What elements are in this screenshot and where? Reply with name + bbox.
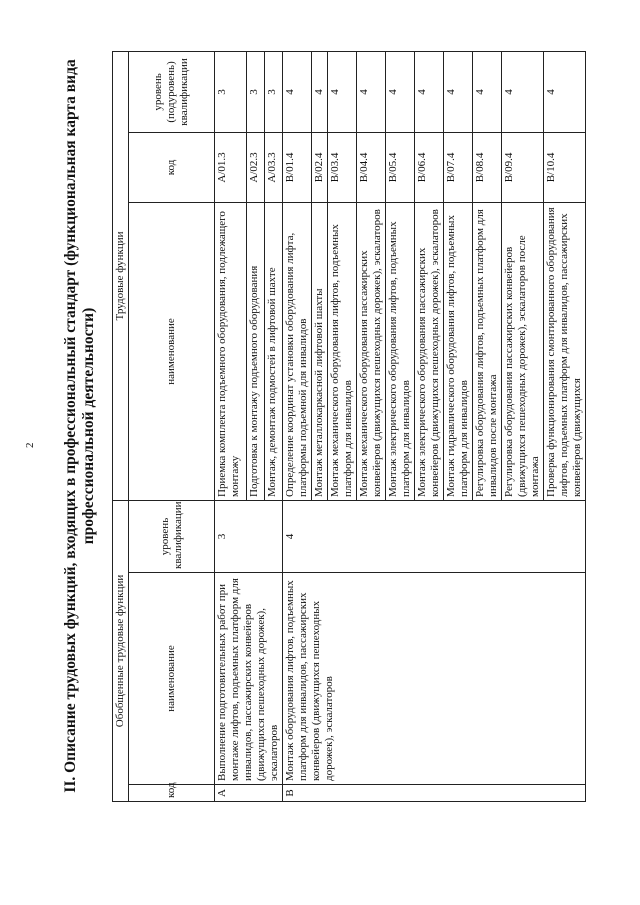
functions-table-body bbox=[215, 51, 586, 801]
column-header-function-name: наименование bbox=[129, 202, 215, 500]
column-header-name: наименование bbox=[129, 573, 215, 785]
column-header-function-code: код bbox=[129, 132, 215, 202]
function-level: 4 bbox=[544, 51, 586, 132]
group-level: 4 bbox=[283, 500, 586, 572]
group-code: A bbox=[215, 785, 283, 802]
function-code: B/03.4 bbox=[328, 132, 357, 202]
function-level: 3 bbox=[215, 51, 247, 132]
function-code: B/04.4 bbox=[357, 132, 386, 202]
column-header-sublevel: уровень (подуровень) квалификации bbox=[129, 51, 215, 132]
function-code: B/10.4 bbox=[544, 132, 586, 202]
function-level: 4 bbox=[328, 51, 357, 132]
function-level: 4 bbox=[386, 51, 415, 132]
function-level: 3 bbox=[247, 51, 265, 132]
function-code: B/01.4 bbox=[283, 132, 312, 202]
function-name: Определение координат установки оборудования лифта, платформы подъемной для инвалидов bbox=[283, 202, 312, 500]
section-heading-line-1: II. Описание трудовых функций, входящих в профессиональный стандарт (функциональная карта вида bbox=[62, 59, 79, 793]
function-name: Монтаж механического оборудования пассажирских конвейеров (движущихся пешеходных дорожек), эскалаторов bbox=[357, 202, 386, 500]
function-level: 4 bbox=[502, 51, 544, 132]
function-name: Подготовка к монтажу подъемного оборудования bbox=[247, 202, 265, 500]
function-code: A/02.3 bbox=[247, 132, 265, 202]
function-code: B/02.4 bbox=[312, 132, 328, 202]
function-name: Монтаж, демонтаж подмостей в лифтовой шахте bbox=[265, 202, 283, 500]
column-header-row bbox=[129, 51, 215, 801]
function-code: B/05.4 bbox=[386, 132, 415, 202]
function-code: B/09.4 bbox=[502, 132, 544, 202]
function-name: Монтаж механического оборудования лифтов, подъемных платформ для инвалидов bbox=[328, 202, 357, 500]
function-code: B/06.4 bbox=[415, 132, 444, 202]
function-name: Монтаж электрического оборудования пассажирских конвейеров (движущихся пешеходных дорожек), эскалаторов bbox=[415, 202, 444, 500]
function-level: 4 bbox=[415, 51, 444, 132]
function-level: 4 bbox=[357, 51, 386, 132]
function-name: Регулировка оборудования пассажирских конвейеров (движущихся пешеходных дорожек), эскалаторов после монтажа bbox=[502, 202, 544, 500]
function-level: 4 bbox=[312, 51, 328, 132]
section-heading bbox=[62, 51, 98, 801]
generalized-functions-header: Обобщенные трудовые функции bbox=[113, 500, 129, 801]
group-name: Выполнение подготовительных работ при монтаже лифтов, подъемных платформ для инвалидов, пассажирских конвейеров (движущихся пешеходных дорожек), эскалаторов bbox=[215, 573, 283, 785]
function-level: 4 bbox=[473, 51, 502, 132]
labor-functions-header: Трудовые функции bbox=[113, 51, 129, 500]
function-name: Проверка функционирования смонтированного оборудования лифтов, подъемных платформ для инвалидов, пассажирских конвейеров (движущихся bbox=[544, 202, 586, 500]
function-code: A/03.3 bbox=[265, 132, 283, 202]
group-header-row bbox=[113, 51, 129, 801]
group-level: 3 bbox=[215, 500, 283, 572]
function-name: Монтаж электрического оборудования лифтов, подъемных платформ для инвалидов bbox=[386, 202, 415, 500]
function-code: B/07.4 bbox=[444, 132, 473, 202]
table-row bbox=[283, 51, 312, 801]
group-name: Монтаж оборудования лифтов, подъемных платформ для инвалидов, пассажирских конвейеров (движущихся пешеходных дорожек), эскалаторов bbox=[283, 573, 586, 785]
function-level: 4 bbox=[283, 51, 312, 132]
functions-table bbox=[112, 51, 586, 802]
function-name: Регулировка оборудования лифтов, подъемных платформ для инвалидов после монтажа bbox=[473, 202, 502, 500]
function-level: 4 bbox=[444, 51, 473, 132]
column-header-code: код bbox=[129, 785, 215, 802]
function-name: Монтаж металлокаркасной лифтовой шахты bbox=[312, 202, 328, 500]
section-heading-line-2: профессиональной деятельности) bbox=[80, 307, 97, 545]
function-code: A/01.3 bbox=[215, 132, 247, 202]
table-row bbox=[215, 51, 247, 801]
function-name: Приемка комплекта подъемного оборудования, подлежащего монтажу bbox=[215, 202, 247, 500]
group-code: B bbox=[283, 785, 586, 802]
function-code: B/08.4 bbox=[473, 132, 502, 202]
function-name: Монтаж гидравлического оборудования лифтов, подъемных платформ для инвалидов bbox=[444, 202, 473, 500]
page-number: 2 bbox=[24, 442, 36, 448]
function-level: 3 bbox=[265, 51, 283, 132]
column-header-level: уровень квалификации bbox=[129, 500, 215, 572]
